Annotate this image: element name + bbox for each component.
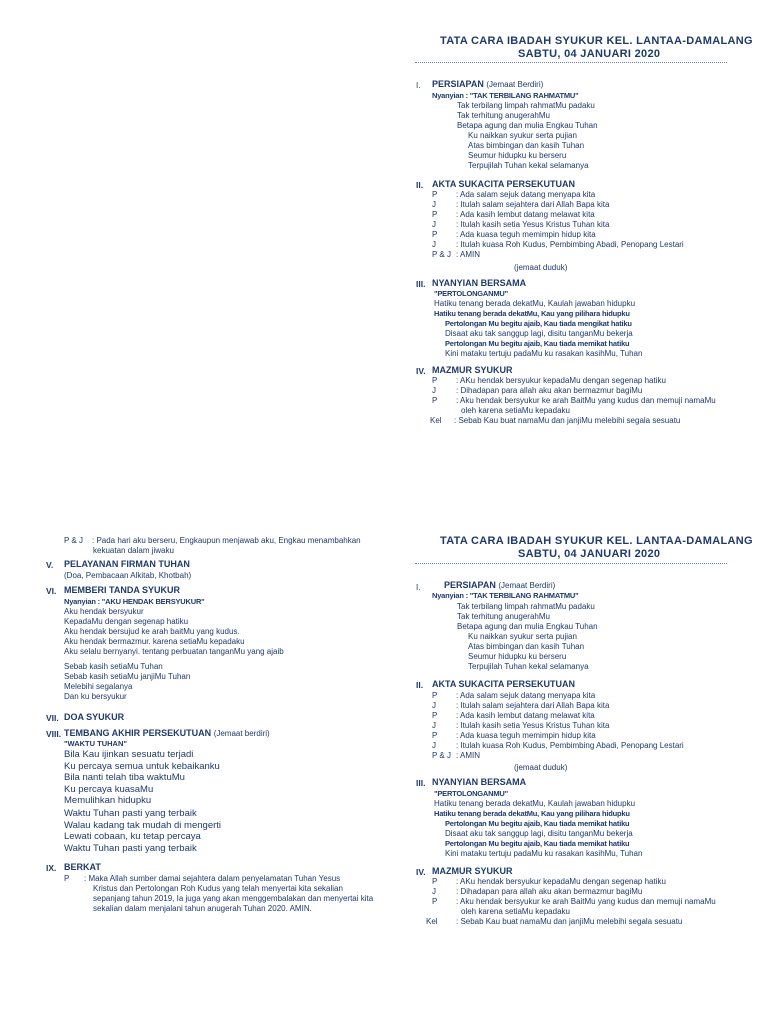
section-title: MAZMUR SYUKUR — [432, 866, 513, 876]
song-title: "PERTOLONGANMU" — [434, 789, 508, 798]
song-label: Nyanyian : "AKU HENDAK BERSYUKUR" — [64, 597, 205, 606]
lyric-lines: Hatiku tenang berada dekatMu, Kaulah jawaban hidupku Hatiku tenang berada dekatMu, Kau yang pilihara hidupku — [434, 799, 636, 818]
section-number: II. — [416, 680, 424, 690]
divider — [415, 62, 727, 63]
note: (jemaat duduk) — [514, 763, 568, 772]
section-title: NYANYIAN BERSAMA — [432, 278, 527, 288]
section-title: PERSIAPAN (Jemaat Berdiri) — [444, 580, 556, 590]
lyric-lines: Aku hendak bersyukur KepadaMu dengan segenap hatiku Aku hendak bersujud ke arah baitMu yang kudus. Aku hendak bermazmur. karena setiaMu kepadaku Aku selalu bernyanyi. tentang perbuatan tanganMu yang ajaib — [64, 607, 284, 656]
section-number: IV. — [416, 366, 426, 376]
blessing-text: : Maka Allah sumber damai sejahtera dalam penyelamatan Tuhan Yesus Kristus dan Pertolongan Roh Kudus yang telah menyertai kita sekalian sepanjang tahun 2019, Ia juga yang akan menggembalakan dan menyertai kita sekalian dalam menjalani tahun anugerah Tuhan 2020. AMIN. — [84, 874, 374, 913]
section-number: I. — [416, 583, 421, 592]
section-title: BERKAT — [64, 862, 101, 872]
lyric-lines: Sebab kasih setiaMu Tuhan Sebab kasih setiaMu janjiMu Tuhan Melebihi segalanya Dan ku bersyukur — [64, 662, 191, 701]
lyric-lines: Tak terbilang limpah rahmatMu padaku Tak terhitung anugerahMu Betapa agung dan mulia Engkau Tuhan — [457, 101, 598, 130]
lyric-lines: Pertolongan Mu begitu ajaib, Kau tiada mengikat hatiku Disaat aku tak sanggup lagi, disitu tanganMu bekerja Pertolongan Mu begitu ajaib, Kau tiada memikat hatiku Kini mataku tertuju padaMu ku rasakan kasihMu, Tuhan — [445, 319, 643, 358]
lyric-lines-indent: Ku naikkan syukur serta pujian Atas bimbingan dan kasih Tuhan Seumur hidupku ku berseru Terpujilah Tuhan kekal selamanya — [468, 632, 589, 671]
section-title: AKTA SUKACITA PERSEKUTUAN — [432, 179, 575, 189]
lyric-lines: Bila Kau ijinkan sesuatu terjadi Ku percaya semua untuk kebaikanku Bila nanti telah tiba waktuMu Ku percaya kuasaMu Memulihkan hidupku — [64, 749, 220, 806]
section-title: PELAYANAN FIRMAN TUHAN — [64, 559, 190, 569]
section-title: MAZMUR SYUKUR — [432, 365, 513, 375]
liturgy-rows: P : AKu hendak bersyukur kepadaMu dengan segenap hatiku J : Dihadapan para allah aku akan bermazmur bagiMu P : Aku hendak bersyukur ke arah BaitMu yang kudus dan memuji namaMu oleh karena setiaMu kepadaku Kel : Sebab Kau buat namaMu dan janjiMu melebihi segala sesuatu — [430, 376, 716, 425]
song-label: Nyanyian : "TAK TERBILANG RAHMATMU" — [432, 91, 579, 100]
page-title: TATA CARA IBADAH SYUKUR KEL. LANTAA-DAMALANG — [440, 35, 753, 47]
song-title: "PERTOLONGANMU" — [434, 289, 508, 298]
section-title: TEMBANG AKHIR PERSEKUTUAN (Jemaat berdiri) — [64, 728, 270, 738]
page-title: TATA CARA IBADAH SYUKUR KEL. LANTAA-DAMALANG — [440, 535, 753, 547]
divider — [415, 563, 727, 564]
section-number: II. — [416, 180, 424, 190]
section-number: IX. — [46, 863, 57, 873]
speaker: P — [64, 874, 70, 883]
song-label: Nyanyian : "TAK TERBILANG RAHMATMU" — [432, 591, 579, 600]
section-number: V. — [46, 560, 54, 570]
liturgy-rows: P : AKu hendak bersyukur kepadaMu dengan segenap hatiku J : Dihadapan para allah aku akan bermazmur bagiMu P : Aku hendak bersyukur ke arah BaitMu yang kudus dan memuji namaMu oleh karena setiaMu kepadaku Kel : Sebab Kau buat namaMu dan janjiMu melebihi segala sesuatu — [426, 877, 716, 926]
section-number: I. — [416, 81, 421, 90]
section-number: VII. — [46, 713, 59, 723]
section-title: PERSIAPAN (Jemaat Berdiri) — [432, 79, 544, 89]
section-title: NYANYIAN BERSAMA — [432, 777, 527, 787]
section-title: AKTA SUKACITA PERSEKUTUAN — [432, 679, 575, 689]
section-title: MEMBERI TANDA SYUKUR — [64, 585, 180, 595]
lyric-lines: Hatiku tenang berada dekatMu, Kaulah jawaban hidupku Hatiku tenang berada dekatMu, Kau yang pilihara hidupku — [434, 299, 636, 318]
section-number: VIII. — [46, 729, 62, 739]
section-number: III. — [416, 778, 426, 788]
song-title: "WAKTU TUHAN" — [64, 739, 127, 748]
lyric-lines: Tak terbilang limpah rahmatMu padaku Tak terhitung anugerahMu Betapa agung dan mulia Engkau Tuhan — [457, 602, 598, 631]
section-title: DOA SYUKUR — [64, 712, 125, 722]
page-subtitle: SABTU, 04 JANUARI 2020 — [518, 548, 661, 560]
section-number: IV. — [416, 867, 426, 877]
note: (jemaat duduk) — [514, 263, 568, 272]
page-subtitle: SABTU, 04 JANUARI 2020 — [518, 48, 661, 60]
liturgy-rows: P : Ada salam sejuk datang menyapa kita J : Itulah salam sejahtera dari Allah Bapa kita P : Ada kasih lembut datang melawat kita J : Itulah kasih setia Yesus Kristus Tuhan kita P : Ada kuasa teguh memimpin hidup kita J : Itulah kuasa Roh Kudus, Pembimbing Abadi, Penopang Lestari P & J : AMIN — [432, 691, 684, 760]
lyric-lines: Pertolongan Mu begitu ajaib, Kau tiada memikat hatiku Disaat aku tak sanggup lagi, disitu tanganMu bekerja Pertolongan Mu begitu ajaib, Kau tiada memikat hatiku Kini mataku tertuju padaMu ku rasakan kasihMu, Tuhan — [445, 819, 643, 858]
section-number: III. — [416, 279, 426, 289]
liturgy-rows: P : Ada salam sejuk datang menyapa kita J : Itulah salam sejahtera dari Allah Bapa kita P : Ada kasih lembut datang melawat kita J : Itulah kasih setia Yesus Kristus Tuhan kita P : Ada kuasa teguh memimpin hidup kita J : Itulah kuasa Roh Kudus, Pembimbing Abadi, Penopang Lestari P & J : AMIN — [432, 190, 684, 259]
lyric-lines: Waktu Tuhan pasti yang terbaik Walau kadang tak mudah di mengerti Lewati cobaan, ku tetap percaya Waktu Tuhan pasti yang terbaik — [64, 808, 222, 854]
note: (Doa, Pembacaan Alkitab, Khotbah) — [64, 571, 192, 580]
response: P & J : Pada hari aku berseru, Engkaupun menjawab aku, Engkau menambahkan kekuatan dalam jiwaku — [64, 536, 361, 555]
section-number: VI. — [46, 586, 57, 596]
lyric-lines-indent: Ku naikkan syukur serta pujian Atas bimbingan dan kasih Tuhan Seumur hidupku ku berseru Terpujilah Tuhan kekal selamanya — [468, 131, 589, 170]
